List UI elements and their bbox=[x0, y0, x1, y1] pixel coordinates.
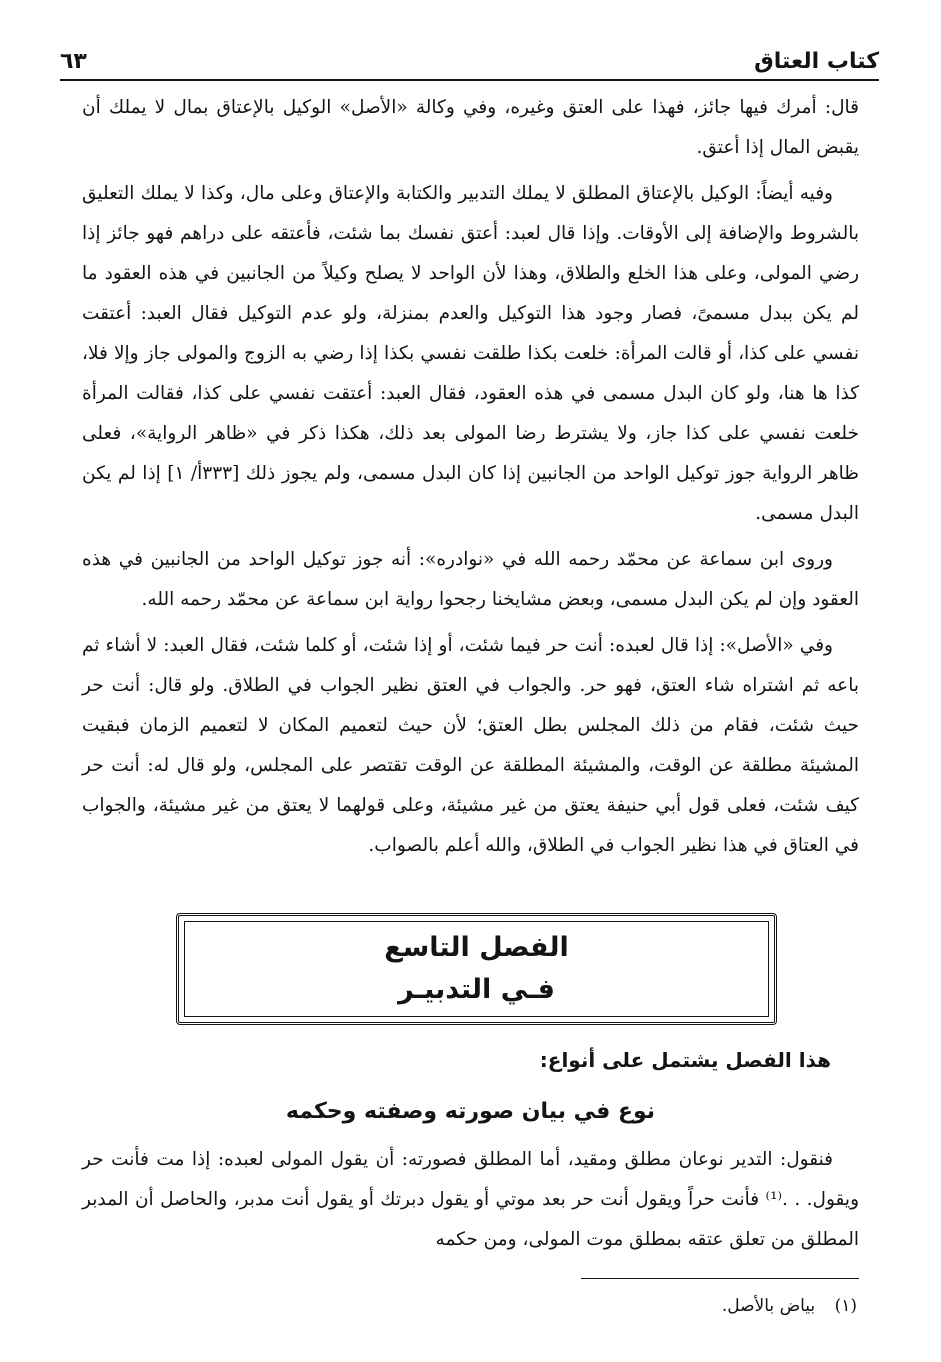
paragraph: وفي «الأصل»: إذا قال لعبده: أنت حر فيما شئت، أو إذا شئت، أو كلما شئت، فقال العبد: لا أشاء ثم باعه ثم اشتراه شاء العتق، فهو حر. والجواب في العتق نظير الجواب في الطلاق. ولو قال: أنت حر حيث شئت، فقام من ذلك المجلس بطل العتق؛ لأن حيث لتعميم المكان لا لتعميم الزمان فبقيت المشيئة مطلقة عن الوقت، والمشيئة المطلقة عن الوقت تقتصر على المجلس، ولو قال له: أنت حر كيف شئت، فعلى قول أبي حنيفة يعتق من غير مشيئة، وعلى قولهما لا يعتق من غير مشيئة، والجواب في العتاق في هذا نظير الجواب في الطلاق، والله أعلم بالصواب. bbox=[82, 635, 859, 856]
section-body bbox=[82, 1140, 859, 1266]
footnote bbox=[722, 1290, 857, 1322]
header-rule bbox=[60, 79, 879, 81]
paragraph: قال: أمرك فيها جائز، فهذا على العتق وغيره، وفي وكالة «الأصل» الوكيل بالإعتاق بمال لا يملك أن يقبض المال إذا أعتق. bbox=[82, 97, 859, 158]
paragraph: فنقول: التدير نوعان مطلق ومقيد، أما المطلق فصورته: أن يقول المولى لعبده: إذا مت فأنت حر ويقول. . .⁽¹⁾ فأنت حراً ويقول أنت حر بعد موتي أو يقول دبرتك أو يقول أنت مدبر، والحاصل أن المدبر المطلق من تعلق عتقه بمطلق موت المولى، ومن حكمه bbox=[82, 1149, 859, 1250]
paragraph: وروى ابن سماعة عن محمّد رحمه الله في «نوادره»: أنه جوز توكيل الواحد من الجانبين في هذه العقود وإن لم يكن البدل مسمى، وبعض مشايخنا رجحوا رواية ابن سماعة عن محمّد رحمه الله. bbox=[82, 549, 859, 610]
body-text bbox=[82, 88, 859, 872]
chapter-title: الفصل التاسع bbox=[384, 932, 569, 963]
footnote-text: بياض بالأصل. bbox=[721, 1296, 816, 1316]
chapter-subtitle: فـي التدبيـر bbox=[398, 974, 555, 1005]
footnote-rule bbox=[581, 1278, 859, 1279]
running-head bbox=[60, 30, 879, 74]
page-number: ٦٣ bbox=[60, 49, 87, 74]
section-intro: هذا الفصل يشتمل على أنواع: bbox=[539, 1048, 831, 1072]
footnote-number: (١) bbox=[834, 1296, 857, 1316]
paragraph: وفيه أيضاً: الوكيل بالإعتاق المطلق لا يملك التدبير والكتابة والإعتاق وعلى مال، وكذا لا يملك التعليق بالشروط والإضافة إلى الأوقات. وإذا قال لعبد: أعتق نفسك بما شئت، فأعتقه على دراهم فهو جائز إذا رضي المولى، وعلى هذا الخلع والطلاق، وهذا لأن الواحد لا يصلح وكيلاً من الجانبين في هذه العقود ما لم يكن ببدل مسمىً، فصار وجود هذا التوكيل والعدم بمنزلة، ولو عدم التوكيل فقال العبد: أعتقت نفسي على كذا، أو قالت المرأة: خلعت بكذا طلقت نفسي بكذا إذا رضي به الزوج والمولى جاز وإلا فلا، كذا ها هنا، ولو كان البدل مسمى في هذه العقود، فقال العبد: أعتقت نفسي على كذا، فقالت المرأة خلعت نفسي على كذا جاز، ولا يشترط رضا المولى بعد ذلك، هكذا ذكر في «ظاهر الرواية»، فعلى ظاهر الرواية جوز توكيل الواحد من الجانبين إذا كان البدل مسمى، ولم يجوز ذلك [٣٣٣أ/ ١] إذا لم يكن البدل مسمى. bbox=[82, 183, 859, 524]
section-heading: نوع في بيان صورته وصفته وحكمه bbox=[285, 1099, 656, 1124]
chapter-heading-box bbox=[176, 913, 777, 1025]
book-title: كتاب العتاق bbox=[754, 49, 879, 74]
